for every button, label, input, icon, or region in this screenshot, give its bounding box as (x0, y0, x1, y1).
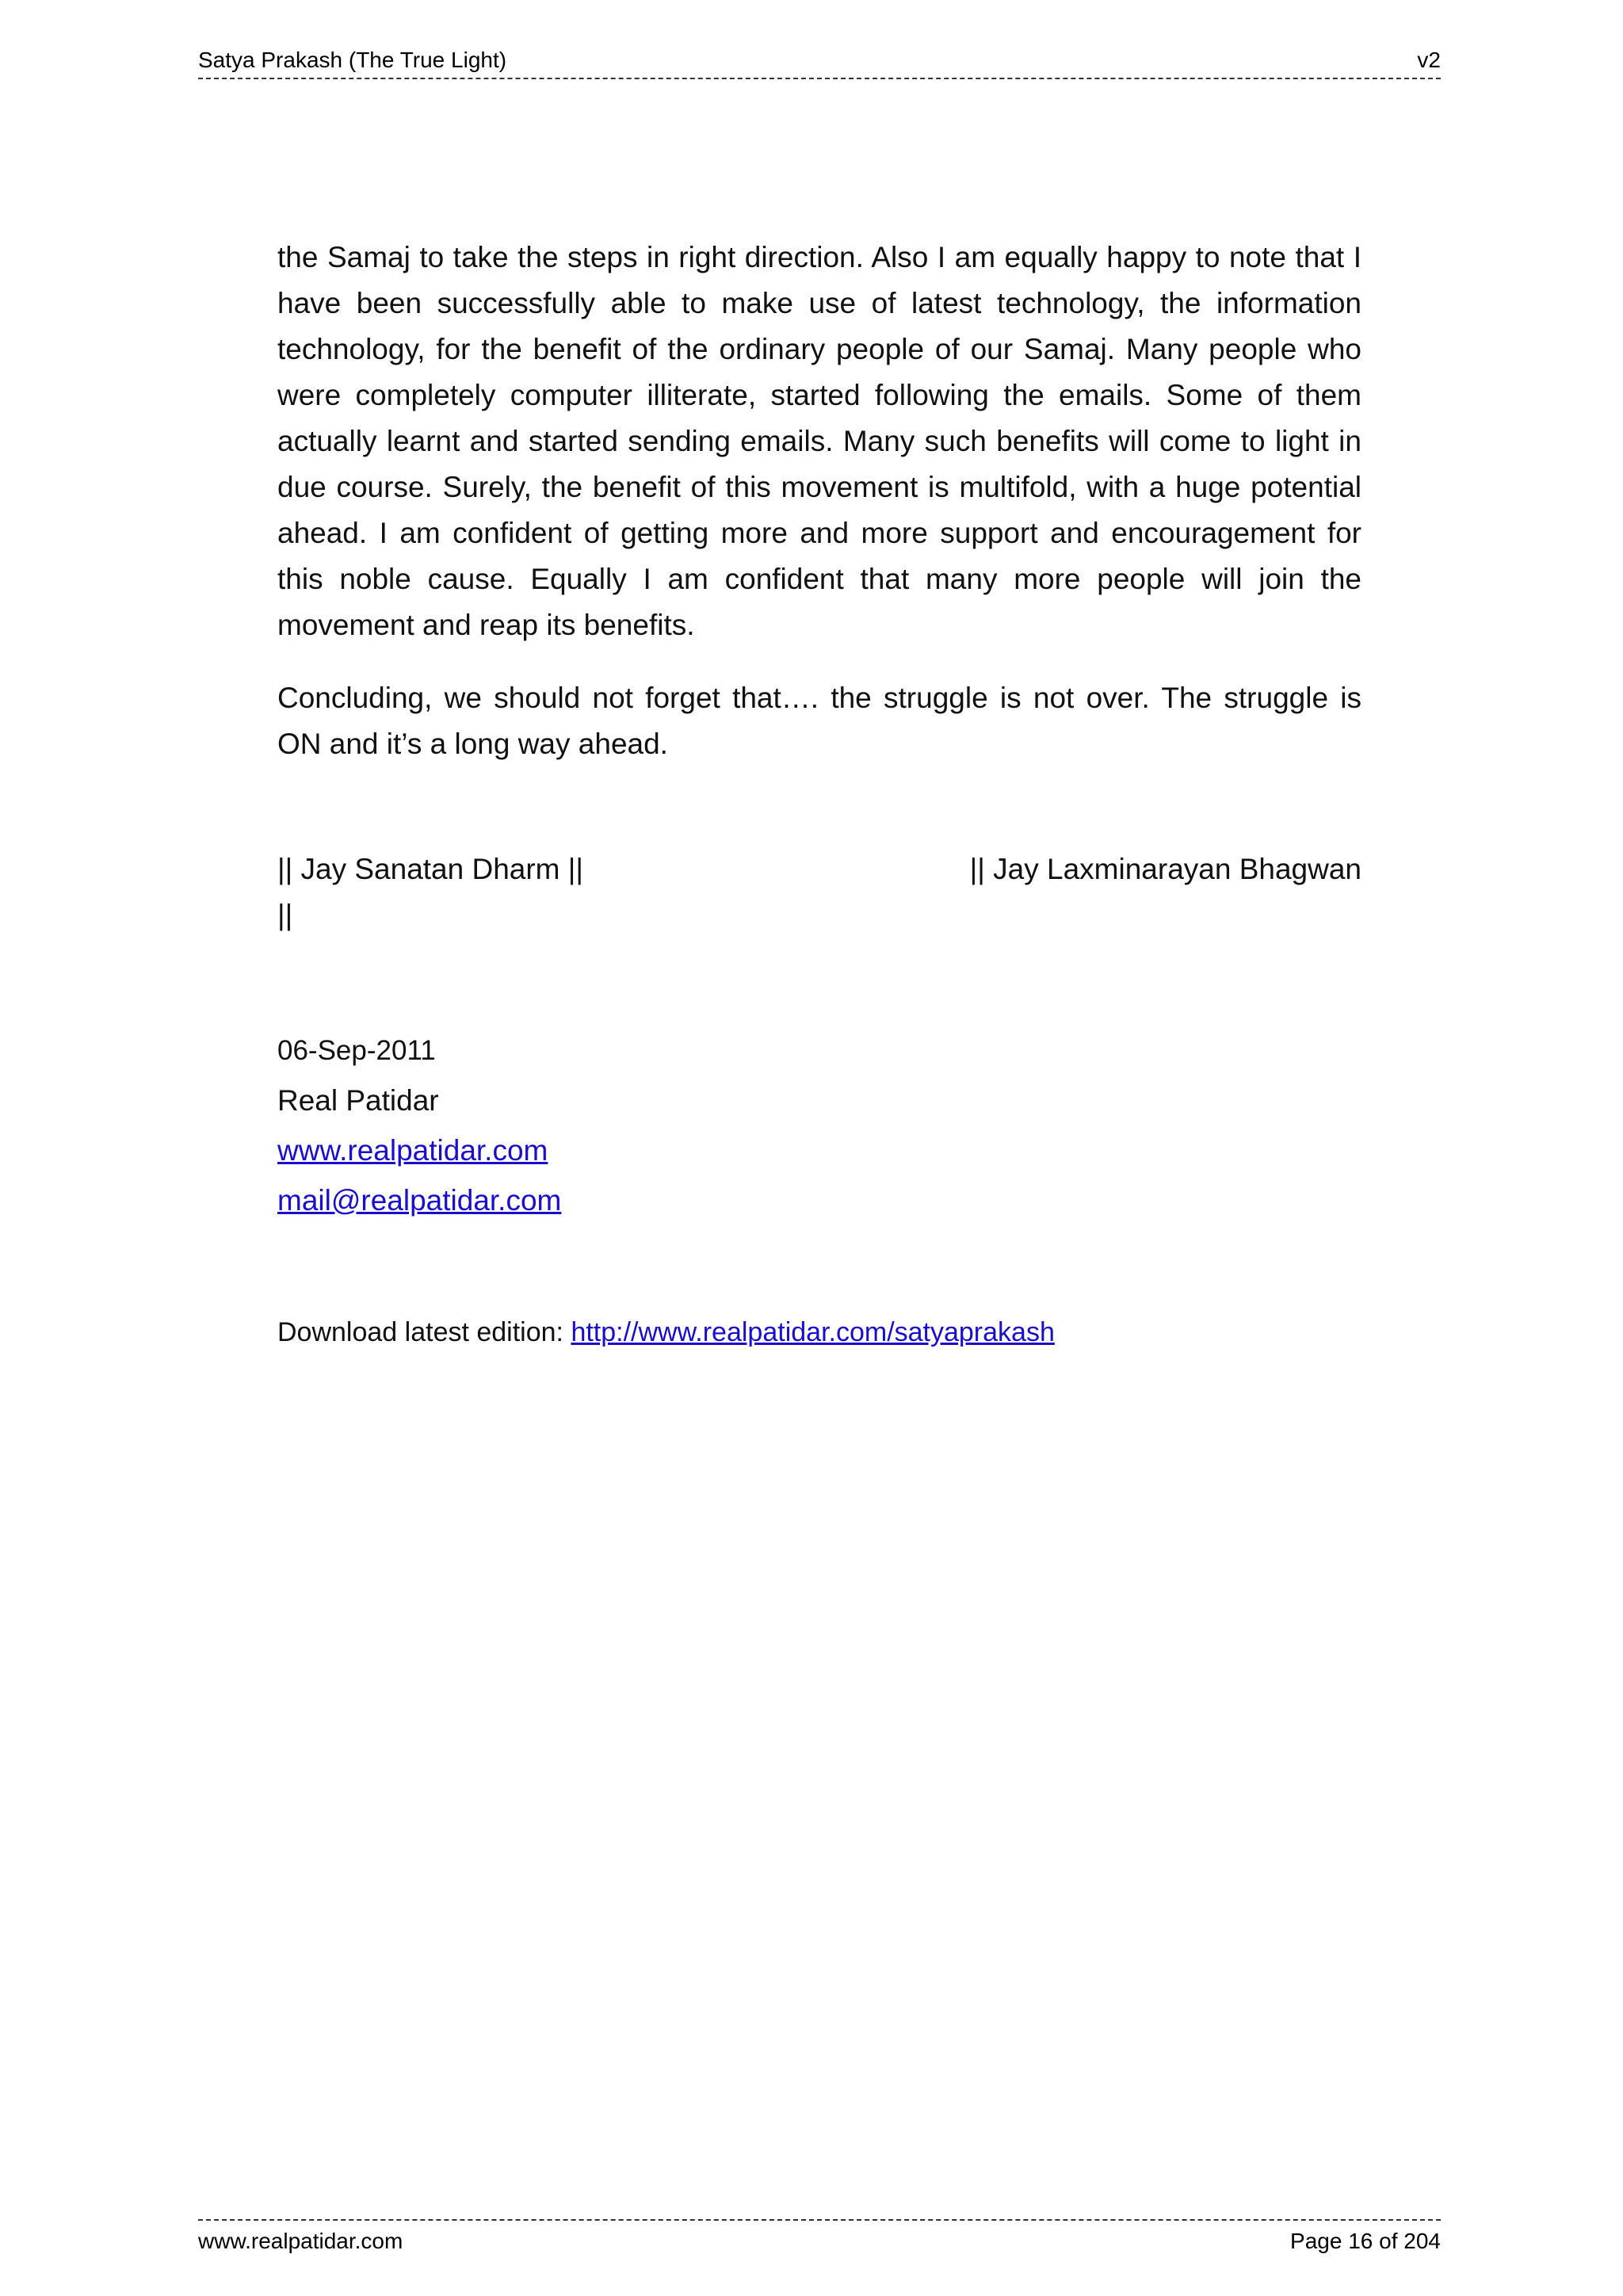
concluding-paragraph: Concluding, we should not forget that…. the struggle is not over. The struggle is ON and it’s a long way ahead. (277, 682, 1361, 760)
salutation-row (277, 846, 1361, 892)
document-title: Satya Prakash (The True Light) (198, 48, 507, 72)
signoff-date: 06-Sep-2011 (277, 1035, 436, 1066)
header-divider (198, 78, 1441, 79)
version-label: v2 (1417, 48, 1441, 72)
salutation-right-continuation: || (277, 899, 293, 931)
download-label: Download latest edition: (277, 1317, 571, 1347)
footer-divider (198, 2219, 1441, 2221)
website-link[interactable]: www.realpatidar.com (277, 1134, 548, 1167)
body-paragraph: the Samaj to take the steps in right direction. Also I am equally happy to note that I have been successfully able to make use of latest technology, the information technology, for the benefit of the ordinary people of our Samaj. Many people who were completely computer illiterate, started following the emails. Some of them actually learnt and started sending emails. Many such benefits will come to light in due course. Surely, the benefit of this movement is multifold, with a huge potential ahead. I am confident of getting more and more support and encouragement for this noble cause. Equally I am confident that many more people will join the movement and reap its benefits. (277, 241, 1361, 641)
download-line (277, 1312, 1361, 1352)
download-link[interactable]: http://www.realpatidar.com/satyaprakash (571, 1317, 1055, 1347)
footer-site: www.realpatidar.com (198, 2229, 403, 2253)
page-header (198, 48, 1441, 79)
page-footer (198, 2219, 1441, 2254)
email-link[interactable]: mail@realpatidar.com (277, 1184, 562, 1217)
page-body (277, 235, 1361, 1352)
salutation-left: || Jay Sanatan Dharm || (277, 853, 584, 885)
signoff-block (277, 1026, 1361, 1225)
page-number: Page 16 of 204 (1290, 2229, 1441, 2253)
author-name: Real Patidar (277, 1084, 439, 1117)
salutation-right: || Jay Laxminarayan Bhagwan (969, 853, 1361, 885)
